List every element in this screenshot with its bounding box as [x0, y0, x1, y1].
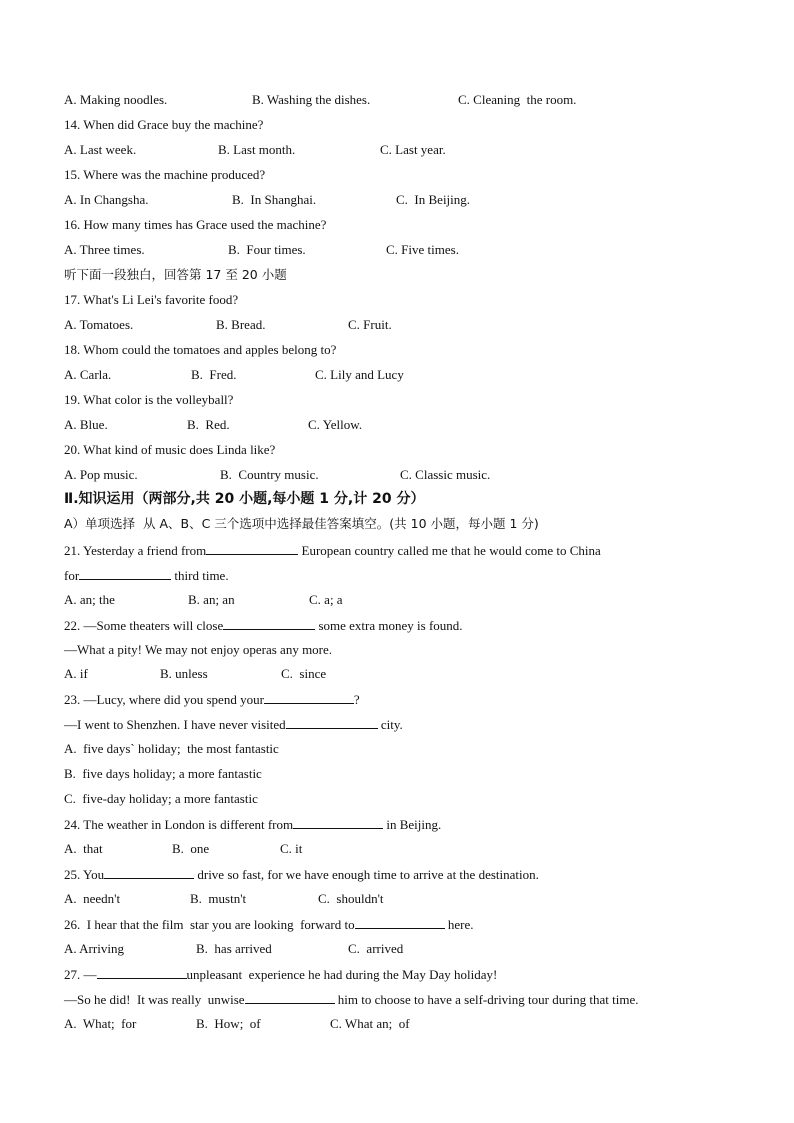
q21-stem-line-2: [64, 567, 229, 584]
q22-stem-a: 22. —Some theaters will close: [64, 618, 224, 633]
q27-option-b: B. How; of: [196, 1016, 261, 1031]
q27-option-a: A. What; for: [64, 1016, 137, 1031]
q23-stem-a: 23. —Lucy, where did you spend your: [64, 692, 264, 707]
q26-stem-b: here.: [444, 917, 474, 932]
q23-line2-a: —I went to Shenzhen. I have never visited: [64, 717, 286, 732]
q23-stem-b: ?: [353, 692, 360, 707]
q22-option-b: B. unless: [160, 666, 208, 681]
q22-stem-line-2: —What a pity! We may not enjoy operas any more.: [64, 642, 333, 657]
q27-stem-line-1: [64, 966, 497, 983]
q27-line2-a: —So he did! It was really unwise: [64, 992, 245, 1007]
q14-option-a: A. Last week.: [64, 142, 137, 157]
q16-option-a: A. Three times.: [64, 242, 145, 257]
q24-blank: [293, 816, 383, 829]
q27-stem-line-2: [64, 991, 639, 1008]
q20-stem: 20. What kind of music does Linda like?: [64, 442, 276, 457]
q21-stem-line-1: [64, 542, 601, 559]
section-2-heading: Ⅱ.知识运用（两部分,共 20 小题,每小题 1 分,计 20 分）: [64, 491, 425, 507]
q24-option-b: B. one: [172, 841, 210, 856]
q24-stem-a: 24. The weather in London is different from: [64, 817, 294, 832]
q20-option-c: C. Classic music.: [400, 467, 491, 482]
q15-option-a: A. In Changsha.: [64, 192, 149, 207]
q21-option-a: A. an; the: [64, 592, 115, 607]
q19-option-b: B. Red.: [187, 417, 230, 432]
q13-option-b: B. Washing the dishes.: [252, 92, 371, 107]
q27-option-c: C. What an; of: [330, 1016, 410, 1031]
q26-option-a: A. Arriving: [64, 941, 124, 956]
q21-stem-d: third time.: [171, 568, 229, 583]
q26-stem-a: 26. I hear that the film star you are looking forward to: [64, 917, 355, 932]
q16-option-b: B. Four times.: [228, 242, 306, 257]
q18-option-a: A. Carla.: [64, 367, 112, 382]
q18-option-c: C. Lily and Lucy: [315, 367, 404, 382]
q21-blank-2: [79, 567, 171, 580]
q23-blank-2: [286, 716, 378, 729]
q19-option-a: A. Blue.: [64, 417, 108, 432]
q26-option-b: B. has arrived: [196, 941, 272, 956]
q26-option-c: C. arrived: [348, 941, 404, 956]
q24-stem: [64, 816, 441, 833]
q15-option-b: B. In Shanghai.: [232, 192, 317, 207]
q22-option-a: A. if: [64, 666, 88, 681]
q27-blank-2: [245, 991, 335, 1004]
q25-option-c: C. shouldn't: [318, 891, 384, 906]
q25-stem-a: 25. You: [64, 867, 105, 882]
q23-option-a: A. five days` holiday; the most fantastic: [64, 741, 279, 756]
q15-stem: 15. Where was the machine produced?: [64, 167, 266, 182]
q24-stem-b: in Beijing.: [383, 817, 442, 832]
q19-option-c: C. Yellow.: [308, 417, 363, 432]
q17-option-c: C. Fruit.: [348, 317, 392, 332]
q17-stem: 17. What's Li Lei's favorite food?: [64, 292, 239, 307]
q14-option-b: B. Last month.: [218, 142, 296, 157]
q22-stem-b: some extra money is found.: [315, 618, 463, 633]
q23-stem-line-2: [64, 716, 403, 733]
q21-option-c: C. a; a: [309, 592, 343, 607]
q17-option-a: A. Tomatoes.: [64, 317, 134, 332]
q21-blank-1: [206, 542, 298, 555]
q21-stem-b: European country called me that he would come to China: [298, 543, 601, 558]
q20-option-b: B. Country music.: [220, 467, 319, 482]
q22-option-c: C. since: [281, 666, 327, 681]
q26-stem: [64, 916, 473, 933]
q25-option-a: A. needn't: [64, 891, 121, 906]
q13-option-a: A. Making noodles.: [64, 92, 168, 107]
q22-blank: [223, 617, 315, 630]
monologue-instruction: 听下面一段独白，回答第 17 至 20 小题: [64, 267, 287, 282]
q16-option-c: C. Five times.: [386, 242, 459, 257]
q27-stem-b: unpleasant experience he had during the May Day holiday!: [186, 967, 498, 982]
q23-stem-line-1: [64, 691, 360, 708]
q24-option-c: C. it: [280, 841, 303, 856]
q20-option-a: A. Pop music.: [64, 467, 138, 482]
q23-line2-b: city.: [377, 717, 403, 732]
q19-stem: 19. What color is the volleyball?: [64, 392, 234, 407]
q23-option-c: C. five-day holiday; a more fantastic: [64, 791, 258, 806]
q21-stem-c: for: [64, 568, 80, 583]
q15-option-c: C. In Beijing.: [396, 192, 471, 207]
q25-option-b: B. mustn't: [190, 891, 247, 906]
q18-option-b: B. Fred.: [191, 367, 237, 382]
q18-stem: 18. Whom could the tomatoes and apples belong to?: [64, 342, 337, 357]
q21-option-b: B. an; an: [188, 592, 235, 607]
q17-option-b: B. Bread.: [216, 317, 266, 332]
q24-option-a: A. that: [64, 841, 103, 856]
q25-stem: [64, 866, 539, 883]
part-a-instruction: A）单项选择 从 A、B、C 三个选项中选择最佳答案填空。(共 10 小题，每小题 1 分): [64, 516, 539, 531]
q13-option-c: C. Cleaning the room.: [458, 92, 577, 107]
q22-stem-line-1: [64, 617, 463, 634]
q27-blank-1: [97, 966, 187, 979]
q23-blank-1: [264, 691, 354, 704]
q14-stem: 14. When did Grace buy the machine?: [64, 117, 264, 132]
q25-blank: [104, 866, 194, 879]
q25-stem-b: drive so fast, for we have enough time to arrive at the destination.: [194, 867, 539, 882]
q23-option-b: B. five days holiday; a more fantastic: [64, 766, 262, 781]
q16-stem: 16. How many times has Grace used the machine?: [64, 217, 327, 232]
q26-blank: [355, 916, 445, 929]
q27-line2-b: him to choose to have a self-driving tour during that time.: [334, 992, 639, 1007]
q27-stem-a: 27. —: [64, 967, 97, 982]
q14-option-c: C. Last year.: [380, 142, 446, 157]
q21-stem-a: 21. Yesterday a friend from: [64, 543, 207, 558]
